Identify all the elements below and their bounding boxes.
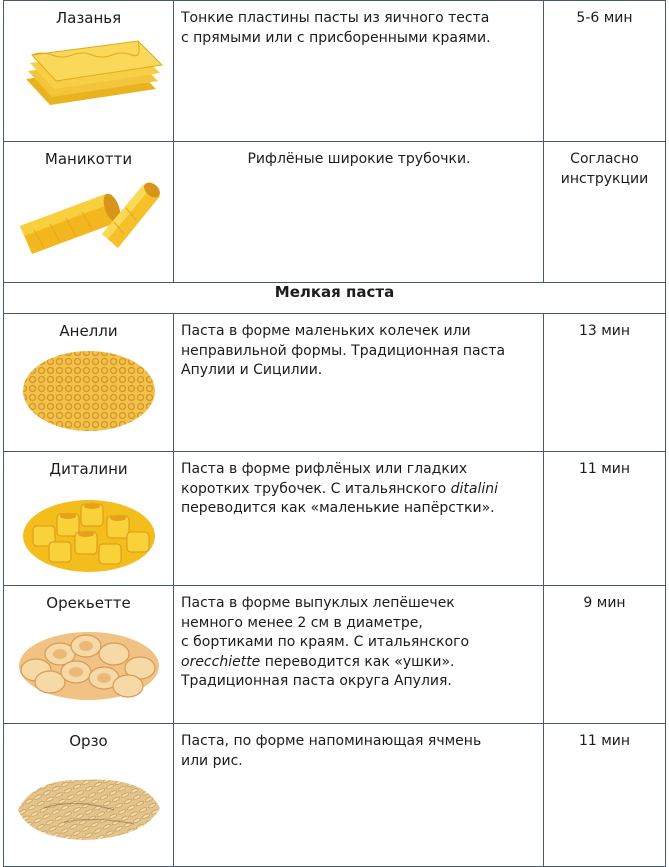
table-row xyxy=(4,452,666,586)
desc-cell xyxy=(174,586,544,724)
orecchiette-image xyxy=(14,620,164,704)
time-cell xyxy=(544,1,666,142)
italian-term: ditalini xyxy=(450,480,498,497)
name-cell xyxy=(4,314,174,452)
desc-cell xyxy=(174,142,544,283)
desc-line: Апулии и Сицилии. xyxy=(181,362,323,378)
desc-line: неправильной формы. Традиционная паста xyxy=(181,342,506,359)
table-row xyxy=(4,724,666,867)
time-cell xyxy=(544,724,666,867)
desc-cell xyxy=(174,452,544,586)
desc-line: с прямыми или с присборенными краями. xyxy=(181,29,491,46)
table-row xyxy=(4,142,666,283)
pasta-name: Анелли xyxy=(59,322,118,340)
pasta-name: Маникотти xyxy=(44,150,133,168)
time-cell xyxy=(544,586,666,724)
desc-line: с бортиками по краям. С итальянского xyxy=(181,634,470,650)
table-row xyxy=(4,586,666,724)
pasta-name: Орекьетте xyxy=(46,594,131,612)
desc-line: Паста в форме рифлёных или гладких xyxy=(181,461,468,477)
desc-cell xyxy=(174,724,544,867)
desc-text: переводится как «ушки». xyxy=(260,653,455,670)
anelli-rings-image xyxy=(19,348,159,434)
cook-time: 9 мин xyxy=(583,595,626,611)
desc-text: коротких трубочек. С итальянского xyxy=(181,480,451,497)
section-heading: Мелкая паста xyxy=(4,283,666,314)
cook-time: 11 мин xyxy=(578,733,631,749)
pasta-table xyxy=(3,0,666,867)
name-cell xyxy=(4,724,174,867)
time-cell xyxy=(544,142,666,283)
desc-line: Паста в форме маленьких колечек или xyxy=(181,323,471,339)
desc-line: Паста, по форме напоминающая ячмень xyxy=(181,733,482,749)
cook-time: инструкции xyxy=(560,170,649,187)
cook-time: 5-6 мин xyxy=(576,10,633,26)
ditalini-tubes-image xyxy=(19,486,159,576)
time-cell xyxy=(544,314,666,452)
name-cell xyxy=(4,586,174,724)
name-cell xyxy=(4,452,174,586)
desc-line xyxy=(181,480,537,500)
desc-line: Рифлёные широкие трубочки. xyxy=(247,151,471,167)
lasagna-sheets-image xyxy=(14,35,164,115)
name-cell xyxy=(4,142,174,283)
table-row xyxy=(4,1,666,142)
desc-line: Традиционная паста округа Апулия. xyxy=(181,673,452,689)
desc-line: немного менее 2 см в диаметре, xyxy=(181,614,423,631)
name-cell xyxy=(4,1,174,142)
time-cell xyxy=(544,452,666,586)
cook-time: Согласно xyxy=(570,151,639,167)
desc-line: Паста в форме выпуклых лепёшечек xyxy=(181,595,455,611)
desc-line: переводится как «маленькие напёрстки». xyxy=(181,500,495,516)
cook-time: 11 мин xyxy=(578,461,631,477)
orzo-image xyxy=(14,758,164,844)
pasta-name: Орзо xyxy=(69,732,108,750)
section-row xyxy=(4,283,666,314)
desc-cell xyxy=(174,314,544,452)
desc-line xyxy=(181,653,537,673)
pasta-name: Лазанья xyxy=(55,9,122,27)
cook-time: 13 мин xyxy=(578,323,631,339)
italian-term: orecchiette xyxy=(181,653,261,670)
desc-line: Тонкие пластины пасты из яичного теста xyxy=(181,10,490,26)
desc-cell xyxy=(174,1,544,142)
desc-line: или рис. xyxy=(181,752,243,769)
table-row xyxy=(4,314,666,452)
pasta-name: Диталини xyxy=(49,460,128,478)
manicotti-tubes-image xyxy=(14,176,164,258)
